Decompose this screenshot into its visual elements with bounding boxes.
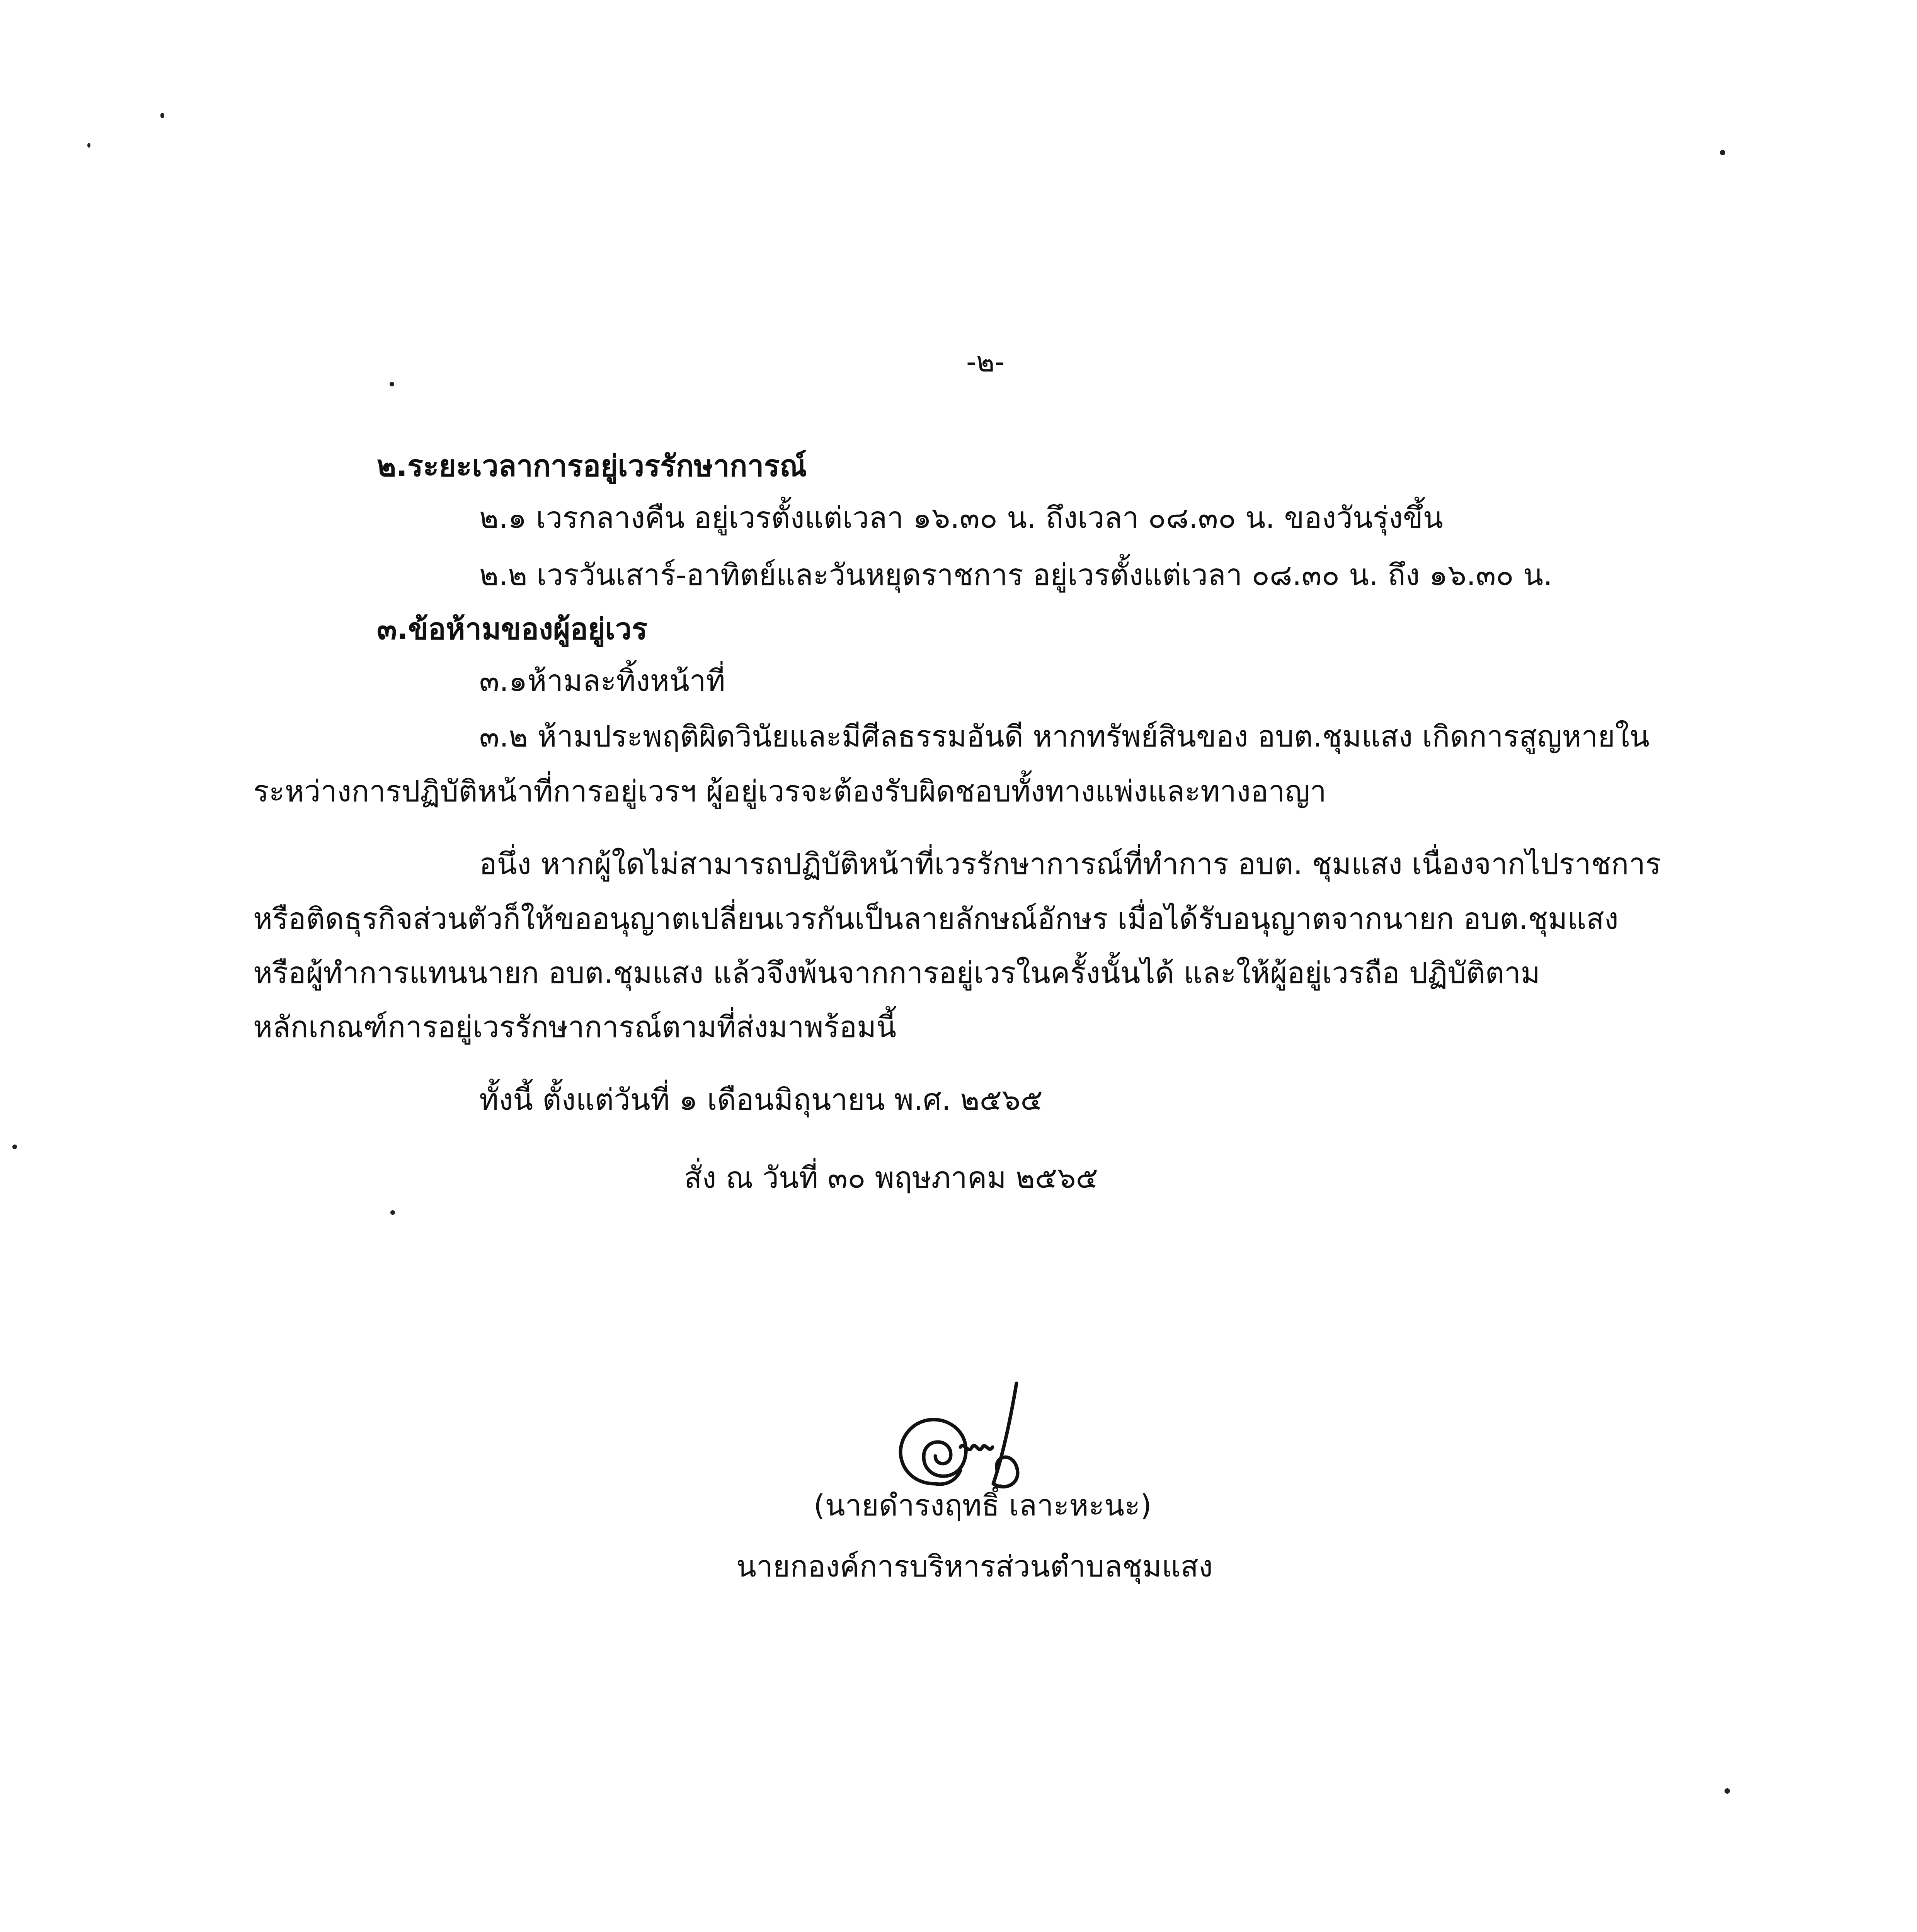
order-date: สั่ง ณ วันที่ ๓๐ พฤษภาคม ๒๕๖๕ xyxy=(684,1160,1098,1195)
scan-speck xyxy=(12,1145,17,1149)
section-3-item-1: ๓.๑ห้ามละทิ้งหน้าที่ xyxy=(479,663,725,698)
section-2-item-2: ๒.๒ เวรวันเสาร์-อาทิตย์และวันหยุดราชการ อยู่เวรตั้งแต่เวลา ๐๘.๓๐ น. ถึง ๑๖.๓๐ น. xyxy=(479,558,1553,592)
scan-speck xyxy=(390,382,394,386)
notice-line-3: หรือผู้ทำการแทนนายก อบต.ชุมแสง แล้วจึงพ้นจากการอยู่เวรในครั้งนั้นได้ และให้ผู้อยู่เวรถือ ปฏิบัติตาม xyxy=(253,956,1540,990)
scan-speck xyxy=(1725,1788,1730,1794)
scan-speck xyxy=(87,143,90,148)
notice-line-1: อนึ่ง หากผู้ใดไม่สามารถปฏิบัติหน้าที่เวรรักษาการณ์ที่ทำการ อบต. ชุมแสง เนื่องจากไปราชการ xyxy=(479,847,1661,881)
signatory-name: (นายดำรงฤทธิ์ เลาะหะนะ) xyxy=(814,1488,1152,1522)
notice-line-2: หรือติดธุรกิจส่วนตัวก็ให้ขออนุญาตเปลี่ยนเวรกันเป็นลายลักษณ์อักษร เมื่อได้รับอนุญาตจากนายก อบต.ชุมแสง xyxy=(253,901,1619,936)
signatory-position: นายกองค์การบริหารส่วนตำบลชุมแสง xyxy=(736,1549,1213,1583)
notice-line-4: หลักเกณฑ์การอยู่เวรรักษาการณ์ตามที่ส่งมาพร้อมนี้ xyxy=(253,1010,897,1044)
scan-speck xyxy=(390,1210,395,1215)
section-2-heading: ๒.ระยะเวลาการอยู่เวรรักษาการณ์ xyxy=(377,449,807,483)
effective-date: ทั้งนี้ ตั้งแต่วันที่ ๑ เดือนมิถุนายน พ.ศ. ๒๕๖๕ xyxy=(479,1082,1043,1117)
section-3-heading: ๓.ข้อห้ามของผู้อยู่เวร xyxy=(377,612,648,646)
section-3-item-2-line-1: ๓.๒ ห้ามประพฤติผิดวินัยและมีศีลธรรมอันดี หากทรัพย์สินของ อบต.ชุมแสง เกิดการสูญหายใน xyxy=(479,719,1650,753)
section-2-item-1: ๒.๑ เวรกลางคืน อยู่เวรตั้งแต่เวลา ๑๖.๓๐ น. ถึงเวลา ๐๘.๓๐ น. ของวันรุ่งขึ้น xyxy=(479,500,1443,535)
scan-speck xyxy=(1720,150,1725,155)
scan-speck xyxy=(160,113,164,118)
page-number: -๒- xyxy=(966,345,1005,378)
section-3-item-2-line-2: ระหว่างการปฏิบัติหน้าที่การอยู่เวรฯ ผู้อยู่เวรจะต้องรับผิดชอบทั้งทางแพ่งและทางอาญา xyxy=(253,774,1326,808)
